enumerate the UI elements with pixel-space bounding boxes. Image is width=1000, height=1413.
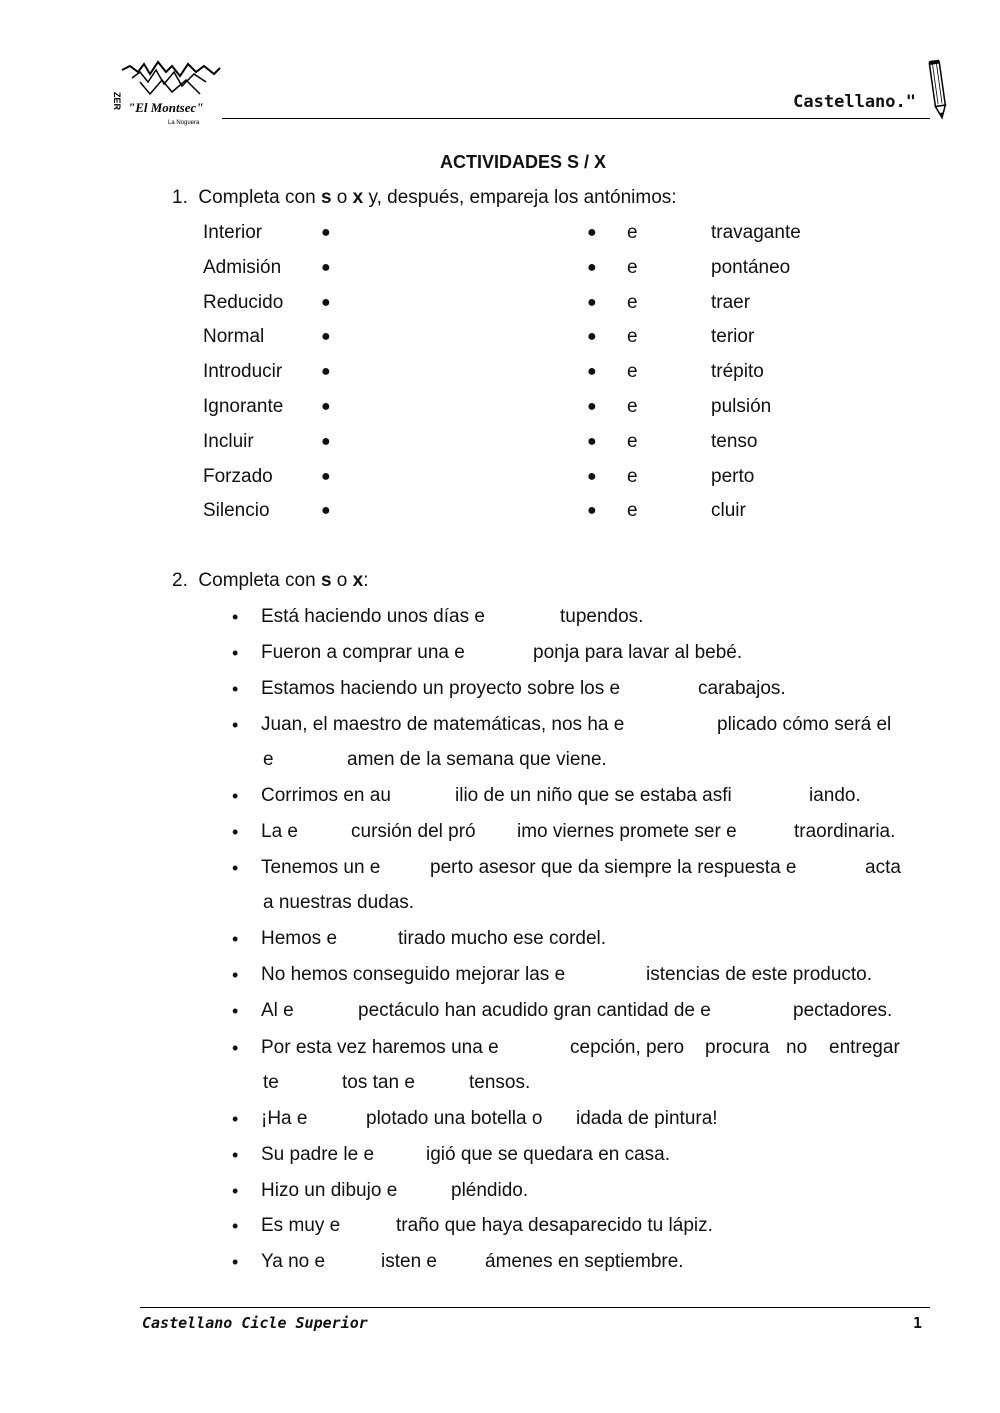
header-subject: Castellano." [793, 92, 916, 112]
sentence-segment: Al e [261, 1000, 294, 1021]
bullet-point: • [232, 607, 239, 627]
bullet-point: • [232, 822, 239, 842]
sentence-segment: a nuestras dudas. [263, 892, 415, 913]
sentence-segment: ámenes en septiembre. [485, 1251, 684, 1272]
right-connector-dot[interactable]: ● [587, 224, 597, 241]
footer-course: Castellano Cicle Superior [142, 1314, 368, 1332]
bullet-point: • [232, 1145, 239, 1165]
sentence-segment: Estamos haciendo un proyecto sobre los e [261, 678, 621, 699]
section1-o: o [331, 187, 353, 208]
bullet-point: • [232, 679, 239, 699]
word-prefix: e [627, 361, 638, 382]
sentence-segment: carabajos. [698, 678, 786, 699]
right-connector-dot[interactable]: ● [587, 502, 597, 519]
antonym-row [0, 465, 1000, 489]
bullet-point: • [232, 1252, 239, 1272]
word-prefix: e [627, 431, 638, 452]
sentence-segment: Hizo un dibujo e [261, 1180, 398, 1201]
word-prefix: e [627, 326, 638, 347]
bullet-point: • [232, 643, 239, 663]
sentence-segment: tirado mucho ese cordel. [398, 928, 607, 949]
sentence-segment: Está haciendo unos días e [261, 606, 485, 627]
bullet-point: • [232, 786, 239, 806]
sentence-segment: istencias de este producto. [646, 964, 873, 985]
sentence-segment: iando. [809, 785, 861, 806]
left-word: Reducido [203, 292, 284, 313]
logo-title: "El Montsec" [128, 100, 204, 115]
pencil-icon [926, 58, 950, 120]
sentence-segment: Juan, el maestro de matemáticas, nos ha e [261, 714, 625, 735]
bullet-point: • [232, 1216, 239, 1236]
antonym-row [0, 221, 1000, 245]
sentence-segment: igió que se quedara en casa. [426, 1144, 671, 1165]
left-word: Ignorante [203, 396, 284, 417]
section2-instruction [172, 569, 369, 593]
footer-rule [140, 1307, 930, 1308]
word-prefix: e [627, 500, 638, 521]
right-connector-dot[interactable]: ● [587, 398, 597, 415]
header-rule [222, 118, 930, 119]
left-connector-dot[interactable]: ● [321, 468, 331, 485]
word-suffix: tenso [711, 431, 758, 452]
right-connector-dot[interactable]: ● [587, 259, 597, 276]
sentence-segment: cepción, pero [570, 1037, 685, 1058]
sentence-segment: Ya no e [261, 1251, 326, 1272]
word-suffix: cluir [711, 500, 746, 521]
section2-text-pre: Completa con [198, 570, 321, 591]
right-connector-dot[interactable]: ● [587, 363, 597, 380]
sentence-segment: tupendos. [560, 606, 644, 627]
section1-text-post: y, después, empareja los antónimos: [363, 187, 677, 208]
sentence-segment: isten e [381, 1251, 437, 1272]
bullet-point: • [232, 858, 239, 878]
left-connector-dot[interactable]: ● [321, 363, 331, 380]
word-prefix: e [627, 466, 638, 487]
antonym-row [0, 430, 1000, 454]
logo-side-text: ZER [112, 92, 122, 110]
bullet-point: • [232, 1109, 239, 1129]
sentence-segment: amen de la semana que viene. [347, 749, 607, 770]
antonym-row [0, 325, 1000, 349]
sentence-segment: tos tan e [342, 1072, 415, 1093]
section2-text-post: : [363, 570, 369, 591]
sentence-segment: Su padre le e [261, 1144, 375, 1165]
sentence-segment: La e [261, 821, 298, 842]
section2-o: o [331, 570, 353, 591]
page-number: 1 [913, 1314, 923, 1332]
sentence-segment: procura [705, 1037, 770, 1058]
section2-s: s [320, 570, 332, 591]
school-logo [110, 58, 230, 128]
antonym-row [0, 395, 1000, 419]
left-word: Introducir [203, 361, 283, 382]
sentence-segment: plicado cómo será el [717, 714, 892, 735]
word-prefix: e [627, 292, 638, 313]
sentence-segment: acta [865, 857, 901, 878]
sentence-segment: e [263, 749, 274, 770]
left-word: Forzado [203, 466, 273, 487]
section2-number: 2. [172, 570, 188, 591]
sentence-segment: no [786, 1037, 808, 1058]
sentence-segment: ilio de un niño que se estaba asfi [455, 785, 732, 806]
word-suffix: trépito [711, 361, 764, 382]
sentence-segment: plotado una botella o [366, 1108, 543, 1129]
right-connector-dot[interactable]: ● [587, 328, 597, 345]
left-connector-dot[interactable]: ● [321, 398, 331, 415]
left-connector-dot[interactable]: ● [321, 259, 331, 276]
sentence-segment: idada de pintura! [576, 1108, 718, 1129]
sentence-segment: traordinaria. [794, 821, 896, 842]
antonym-row [0, 291, 1000, 315]
section1-s: s [320, 187, 332, 208]
sentence-segment: entregar [829, 1037, 900, 1058]
sentence-segment: Por esta vez haremos una e [261, 1037, 499, 1058]
sentence-segment: traño que haya desaparecido tu lápiz. [396, 1215, 713, 1236]
bullet-point: • [232, 965, 239, 985]
word-prefix: e [627, 257, 638, 278]
left-connector-dot[interactable]: ● [321, 224, 331, 241]
sentence-segment: Hemos e [261, 928, 338, 949]
antonym-row [0, 256, 1000, 280]
word-prefix: e [627, 396, 638, 417]
sentence-segment: Corrimos en au [261, 785, 391, 806]
word-suffix: pulsión [711, 396, 772, 417]
left-word: Interior [203, 222, 263, 243]
word-suffix: pontáneo [711, 257, 791, 278]
bullet-point: • [232, 1001, 239, 1021]
left-word: Normal [203, 326, 265, 347]
bullet-point: • [232, 715, 239, 735]
section1-text-pre: Completa con [198, 187, 321, 208]
left-connector-dot[interactable]: ● [321, 294, 331, 311]
sentence-segment: pléndido. [451, 1180, 529, 1201]
bullet-point: • [232, 929, 239, 949]
right-connector-dot[interactable]: ● [587, 433, 597, 450]
word-prefix: e [627, 222, 638, 243]
sentence-segment: te [263, 1072, 279, 1093]
word-suffix: perto [711, 466, 755, 487]
word-suffix: traer [711, 292, 751, 313]
antonym-row [0, 360, 1000, 384]
page-title: ACTIVIDADES S / X [439, 152, 607, 172]
left-connector-dot[interactable]: ● [321, 433, 331, 450]
word-suffix: terior [711, 326, 755, 347]
bullet-point: • [232, 1038, 239, 1058]
sentence-segment: No hemos conseguido mejorar las e [261, 964, 566, 985]
right-connector-dot[interactable]: ● [587, 294, 597, 311]
sentence-segment: pectáculo han acudido gran cantidad de e [358, 1000, 711, 1021]
sentence-segment: perto asesor que da siempre la respuesta e [430, 857, 797, 878]
left-word: Silencio [203, 500, 270, 521]
antonym-row [0, 499, 1000, 523]
sentence-segment: Es muy e [261, 1215, 341, 1236]
sentence-segment: ponja para lavar al bebé. [533, 642, 743, 663]
sentence-segment: ¡Ha e [261, 1108, 308, 1129]
section1-instruction [172, 186, 677, 210]
sentence-segment: Tenemos un e [261, 857, 381, 878]
sentence-segment: tensos. [469, 1072, 531, 1093]
right-connector-dot[interactable]: ● [587, 468, 597, 485]
sentence-segment: cursión del pró [351, 821, 476, 842]
left-connector-dot[interactable]: ● [321, 502, 331, 519]
sentence-segment: Fueron a comprar una e [261, 642, 465, 663]
logo-subtitle: La Noguera [168, 120, 200, 126]
sentence-segment: imo viernes promete ser e [517, 821, 737, 842]
left-connector-dot[interactable]: ● [321, 328, 331, 345]
word-suffix: travagante [711, 222, 801, 243]
sentence-segment: pectadores. [793, 1000, 893, 1021]
left-word: Incluir [203, 431, 254, 452]
section2-x: x [352, 570, 364, 591]
left-word: Admisión [203, 257, 282, 278]
section1-number: 1. [172, 187, 188, 208]
section1-x: x [352, 187, 364, 208]
bullet-point: • [232, 1181, 239, 1201]
